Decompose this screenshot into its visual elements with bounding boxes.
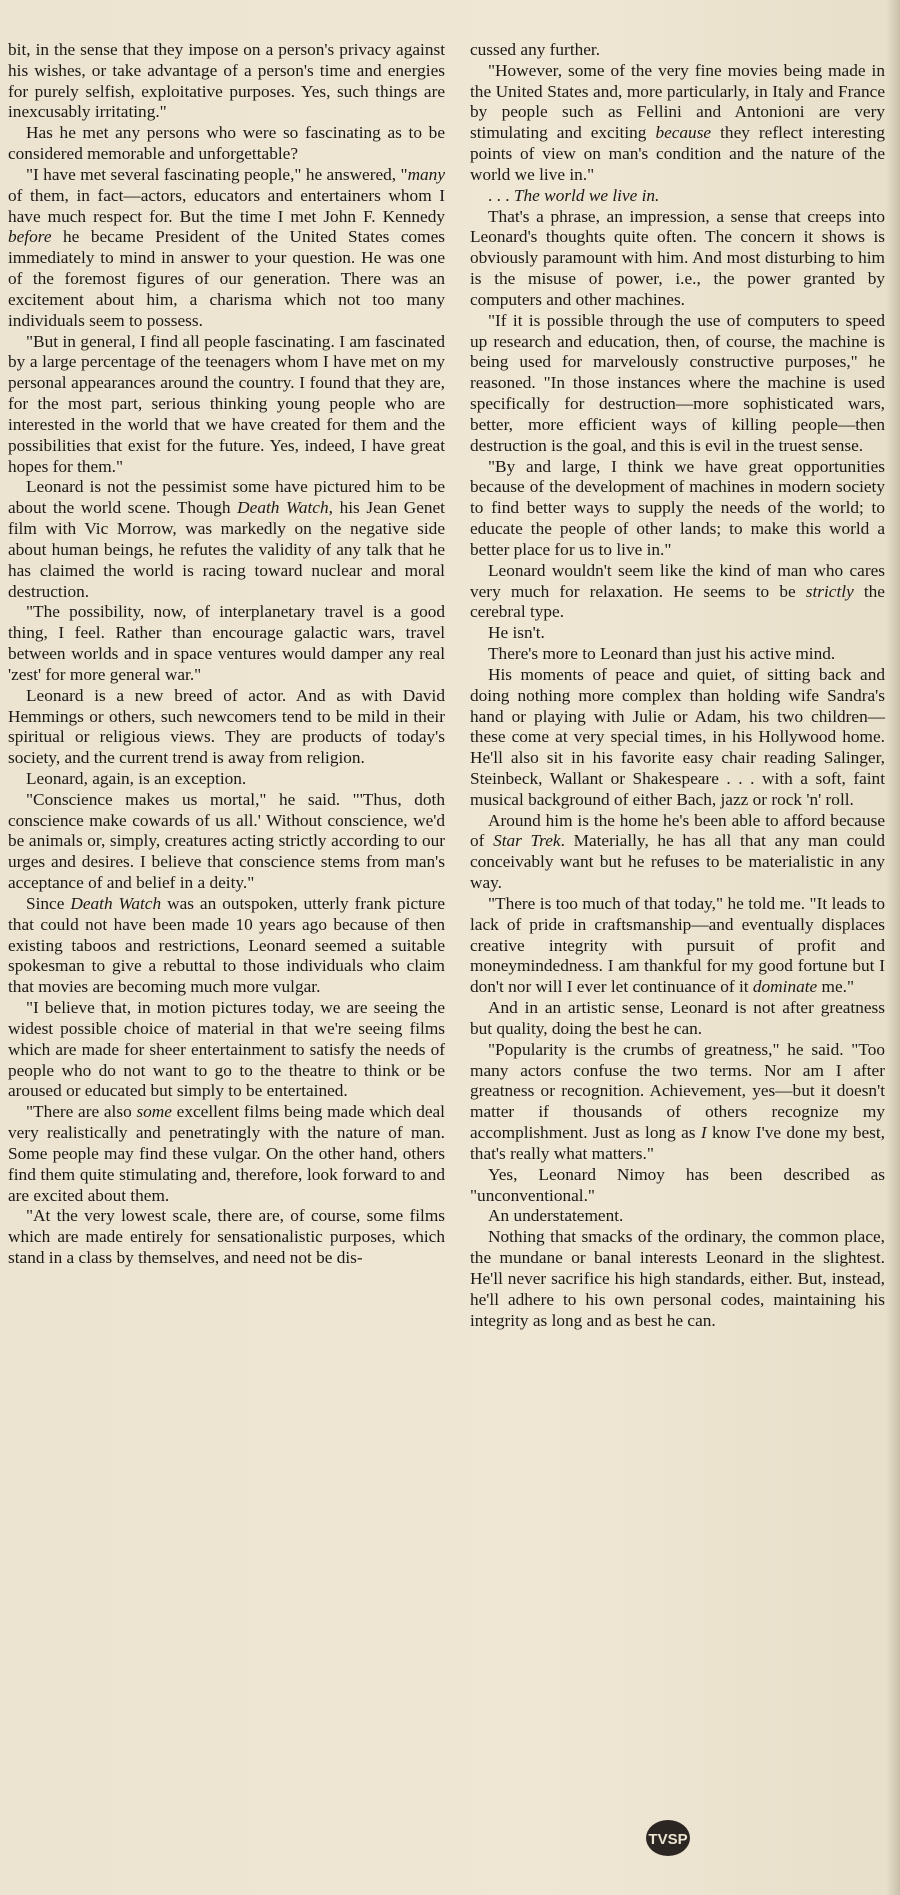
paragraph-text: excellent films being made which deal very realistically and penetratingly with the nature of man. Some people may find these vulgar. On the other hand, others find them quite stimulating and, therefore, look forward to and are excited about them.	[8, 1102, 445, 1205]
article-paragraph	[8, 332, 445, 478]
paragraph-text: Leonard, again, is an exception.	[26, 768, 247, 788]
article-paragraph	[470, 665, 885, 811]
italic-text: strictly	[805, 581, 854, 601]
italic-text: The world we live in.	[513, 185, 660, 205]
article-paragraph	[470, 61, 885, 186]
italic-text: because	[655, 123, 712, 143]
article-paragraph	[8, 40, 445, 123]
article-paragraph	[8, 790, 445, 894]
paragraph-text: Since	[26, 893, 71, 913]
article-paragraph	[8, 477, 445, 602]
article-paragraph	[470, 1227, 885, 1331]
paragraph-text: "I have met several fascinating people," he answered, "	[26, 164, 408, 184]
paragraph-text: "At the very lowest scale, there are, of course, some films which are made entirely for sensationalistic purposes, which stand in a class by themselves, and need not be dis-	[8, 1206, 445, 1268]
paragraph-text: "By and large, I think we have great opportunities because of the development of machines in modern society to find better ways to supply the needs of the world; to educate the people of other lands; to make this world a better place for us to live in."	[470, 456, 885, 559]
paragraph-text: Leonard wouldn't seem like the kind of man who cares very much for relaxation. He seems to be	[470, 560, 885, 601]
paragraph-text: "However, some of the very fine movies being made in the United States and, more particularly, in Italy and France by people such as Fellini and Antonioni are very stimulating and exciting	[470, 60, 885, 143]
italic-text: many	[407, 164, 445, 184]
article-paragraph	[470, 811, 885, 894]
italic-text: Death Watch	[70, 893, 162, 913]
article-paragraph	[470, 1206, 885, 1227]
paragraph-text: bit, in the sense that they impose on a person's privacy against his wishes, or take advantage of a person's time and energies for purely selfish, exploitative purposes. Yes, such things are inexcusably irritating."	[8, 40, 445, 122]
paragraph-text: That's a phrase, an impression, a sense that creeps into Leonard's thoughts quite often. The concern it shows is obviously paramount with him. And most disturbing to him is the misuse of power, i.e., the power granted by computers and other machines.	[470, 206, 885, 309]
italic-text: dominate	[752, 977, 818, 997]
article-paragraph	[470, 311, 885, 457]
article-paragraph	[470, 998, 885, 1040]
paragraph-text: And in an artistic sense, Leonard is not after greatness but quality, doing the best he can.	[470, 998, 885, 1038]
paragraph-text: he became President of the United States comes immediately to mind in answer to your question. He was one of the foremost figures of our generation. There was an excitement about him, a charisma which not too many individuals seem to possess.	[8, 227, 445, 330]
paragraph-text: they reflect interesting points of view on man's condition and the nature of the world we live in."	[470, 123, 885, 184]
paragraph-text: "There is too much of that today," he told me. "It leads to lack of pride in craftsmanship—and eventually displaces creative integrity with pursuit of profit and moneymindedness. I am thankful for my good fortune but I don't nor will I ever let continuance of it	[470, 893, 885, 997]
paragraph-text: Leonard is not the pessimist some have pictured him to be about the world scene. Though	[8, 477, 445, 518]
paragraph-text: . Materially, he has all that any man could conceivably want but he refuses to be materialistic in any way.	[470, 831, 885, 893]
logo-text: TVSP	[648, 1831, 688, 1848]
paragraph-text: me."	[817, 977, 855, 997]
paragraph-text: An understatement.	[488, 1206, 624, 1226]
paragraph-text: "I believe that, in motion pictures today, we are seeing the widest possible choice of material in that we're seeing films which are made for sheer entertainment to satisfy the needs of people who do not want to go to the theatre to think or be aroused or educated but simply to be entertained.	[8, 998, 445, 1101]
article-paragraph	[8, 894, 445, 998]
paragraph-text: "Popularity is the crumbs of greatness," he said. "Too many actors confuse the two terms. Nor am I after greatness or recognition. Achievement, yes—but it doesn't matter if thousands of others recognize my accomplishment. Just as long as	[470, 1039, 885, 1143]
left-text-column	[8, 40, 445, 1269]
article-paragraph	[470, 457, 885, 561]
article-paragraph	[470, 186, 885, 207]
italic-text: some	[136, 1102, 172, 1122]
paragraph-text: was an outspoken, utterly frank picture that could not have been made 10 years ago because of then existing taboos and restrictions, Leonard seemed a suitable spokesman to give a rebuttal to those individuals who claim that movies are becoming much more vulgar.	[8, 893, 445, 997]
paragraph-text: Leonard is a new breed of actor. And as with David Hemmings or others, such newcomers tend to be mild in their spiritual or religious views. They are products of today's society, and the current trend is away from religion.	[8, 685, 445, 768]
page-edge-shadow	[886, 0, 900, 1895]
article-paragraph	[8, 686, 445, 769]
paragraph-text: "The possibility, now, of interplanetary travel is a good thing, I feel. Rather than encourage galactic wars, travel between worlds and in space ventures would damper any real 'zest' for more general war."	[8, 602, 445, 684]
paragraph-text: cussed any further.	[470, 40, 601, 59]
tvsp-end-logo	[645, 1818, 691, 1858]
article-paragraph	[8, 1206, 445, 1268]
paragraph-text: "Conscience makes us mortal," he said. "'Thus, doth conscience make cowards of us all.' Without conscience, we'd be animals or, simply, creatures acting strictly according to our urges and desires. I believe that conscience stems from man's acceptance of and belief in a deity."	[8, 789, 445, 893]
italic-text: Death Watch	[237, 498, 329, 518]
article-paragraph	[470, 1165, 885, 1207]
paragraph-text: , his Jean Genet film with Vic Morrow, was markedly on the negative side about human beings, he refutes the validity of any talk that he has claimed the world is racing toward nuclear and moral destruction.	[8, 498, 445, 601]
paragraph-text: Around him is the home he's been able to afford because of	[470, 810, 885, 851]
article-paragraph	[470, 894, 885, 998]
paragraph-text: There's more to Leonard than just his active mind.	[488, 644, 836, 664]
paragraph-text: Nothing that smacks of the ordinary, the common place, the mundane or banal interests Leonard in the slightest. He'll never sacrifice his high standards, either. But, instead, he'll adhere to his own personal codes, maintaining his integrity as long and as best he can.	[470, 1227, 885, 1330]
paragraph-text: the cerebral type.	[470, 581, 885, 622]
article-paragraph	[470, 623, 885, 644]
article-paragraph	[8, 998, 445, 1102]
article-paragraph	[8, 165, 445, 332]
article-paragraph	[470, 644, 885, 665]
paragraph-text: of them, in fact—actors, educators and entertainers whom I have much respect for. But the time I met John F. Kennedy	[8, 185, 445, 226]
paragraph-text: His moments of peace and quiet, of sitting back and doing nothing more complex than holding wife Sandra's hand or playing with Julie or Adam, his two children—these come at very special times, in his Hollywood home. He'll also sit in his favorite easy chair reading Salinger, Steinbeck, Wallant or Shakespeare . . . with a soft, faint musical background of either Bach, jazz or rock 'n' roll.	[470, 664, 885, 809]
article-paragraph	[8, 602, 445, 685]
paragraph-text: "But in general, I find all people fascinating. I am fascinated by a large percentage of the teenagers whom I have met on my personal appearances around the country. I found that they are, for the most part, serious thinking young people who are interested in the world that we have created for them and the possibilities that exist for the future. Yes, indeed, I have great hopes for them."	[8, 331, 445, 476]
paragraph-text: . . .	[488, 185, 514, 205]
article-paragraph	[470, 561, 885, 623]
paragraph-text: "There are also	[26, 1102, 137, 1122]
article-paragraph	[8, 1102, 445, 1206]
article-paragraph	[470, 1040, 885, 1165]
paragraph-text: He isn't.	[488, 623, 545, 643]
article-paragraph	[470, 207, 885, 311]
paragraph-text: Yes, Leonard Nimoy has been described as "unconventional."	[470, 1164, 885, 1205]
article-paragraph	[8, 123, 445, 165]
italic-text: before	[8, 227, 52, 247]
article-paragraph	[470, 40, 885, 61]
paragraph-text: "If it is possible through the use of computers to speed up research and education, then, of course, the machine is being used for marvelously constructive purposes," he reasoned. "In those instances where the machine is used specifically for destruction—more sophisticated wars, better, more efficient ways of killing people—then destruction is the goal, and this is evil in the truest sense.	[470, 310, 885, 455]
paragraph-text: know I've done my best, that's really what matters."	[470, 1123, 885, 1163]
italic-text: I	[700, 1123, 707, 1143]
paragraph-text: Has he met any persons who were so fascinating as to be considered memorable and unforgettable?	[8, 123, 445, 164]
italic-text: Star Trek	[493, 831, 561, 851]
article-paragraph	[8, 769, 445, 790]
right-text-column	[470, 40, 885, 1331]
